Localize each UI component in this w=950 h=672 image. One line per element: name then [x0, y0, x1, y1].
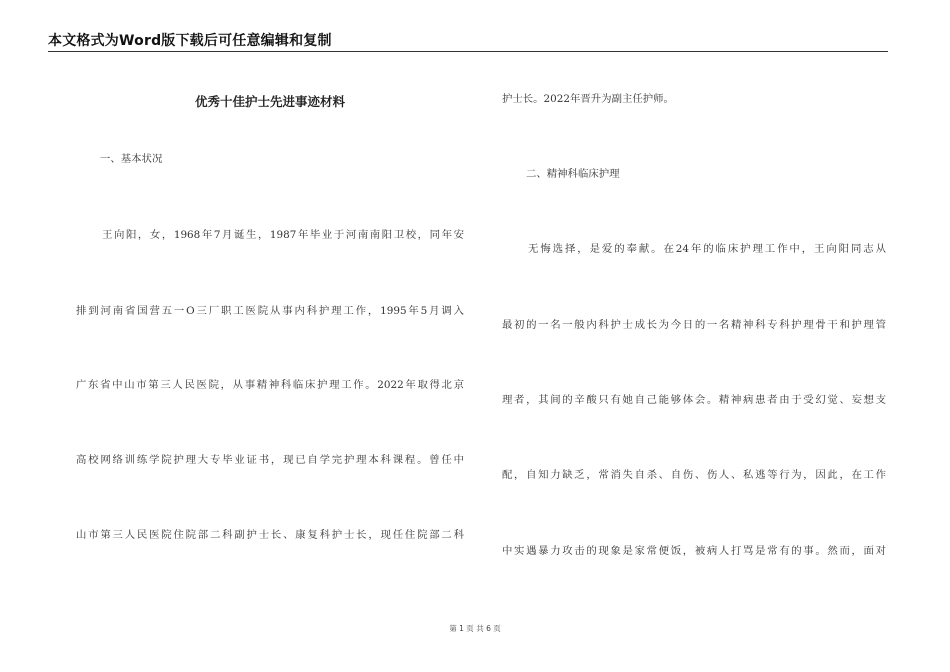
- section-heading-basic-info: 一、基本状况: [100, 153, 163, 165]
- paragraph-line: 山市第三人民医院住院部二科副护士长、康复科护士长，现任住院部二科: [76, 529, 464, 541]
- paragraph-line: 王向阳，女，1968年7月诞生，1987年毕业于河南南阳卫校，同年安: [102, 229, 464, 241]
- paragraph-line: 广东省中山市第三人民医院，从事精神科临床护理工作。2022年取得北京: [76, 379, 464, 391]
- paragraph-line: 理者，其间的辛酸只有她自己能够体会。精神病患者由于受幻觉、妄想支: [502, 394, 886, 406]
- paragraph-line: 高校网络训练学院护理大专毕业证书，现已自学完护理本科课程。曾任中: [76, 454, 464, 466]
- paragraph-line: 最初的一名一般内科护士成长为今日的一名精神科专科护理骨干和护理管: [502, 319, 886, 331]
- right-column: [502, 0, 886, 620]
- paragraph-line: 配，自知力缺乏，常消失自杀、自伤、伤人、私逃等行为，因此，在工作: [502, 469, 886, 481]
- section-heading-clinical-nursing: 二、精神科临床护理: [526, 168, 620, 180]
- paragraph-line: 中实遇暴力攻击的现象是家常便饭，被病人打骂是常有的事。然而，面对: [502, 545, 886, 557]
- document-title: 优秀十佳护士先进事迹材料: [194, 94, 345, 109]
- paragraph-continuation: 护士长。2022年晋升为副主任护师。: [502, 93, 674, 105]
- paragraph-line: 排到河南省国营五一O三厂职工医院从事内科护理工作，1995年5月调入: [76, 305, 464, 317]
- page-number: 第 1 页 共 6 页: [449, 624, 501, 633]
- download-banner: 本文格式为Word版下载后可任意编辑和复制: [48, 33, 332, 49]
- paragraph-line: 无悔选择，是爱的奉献。在24年的临床护理工作中，王向阳同志从: [528, 243, 886, 255]
- left-column: [76, 0, 464, 620]
